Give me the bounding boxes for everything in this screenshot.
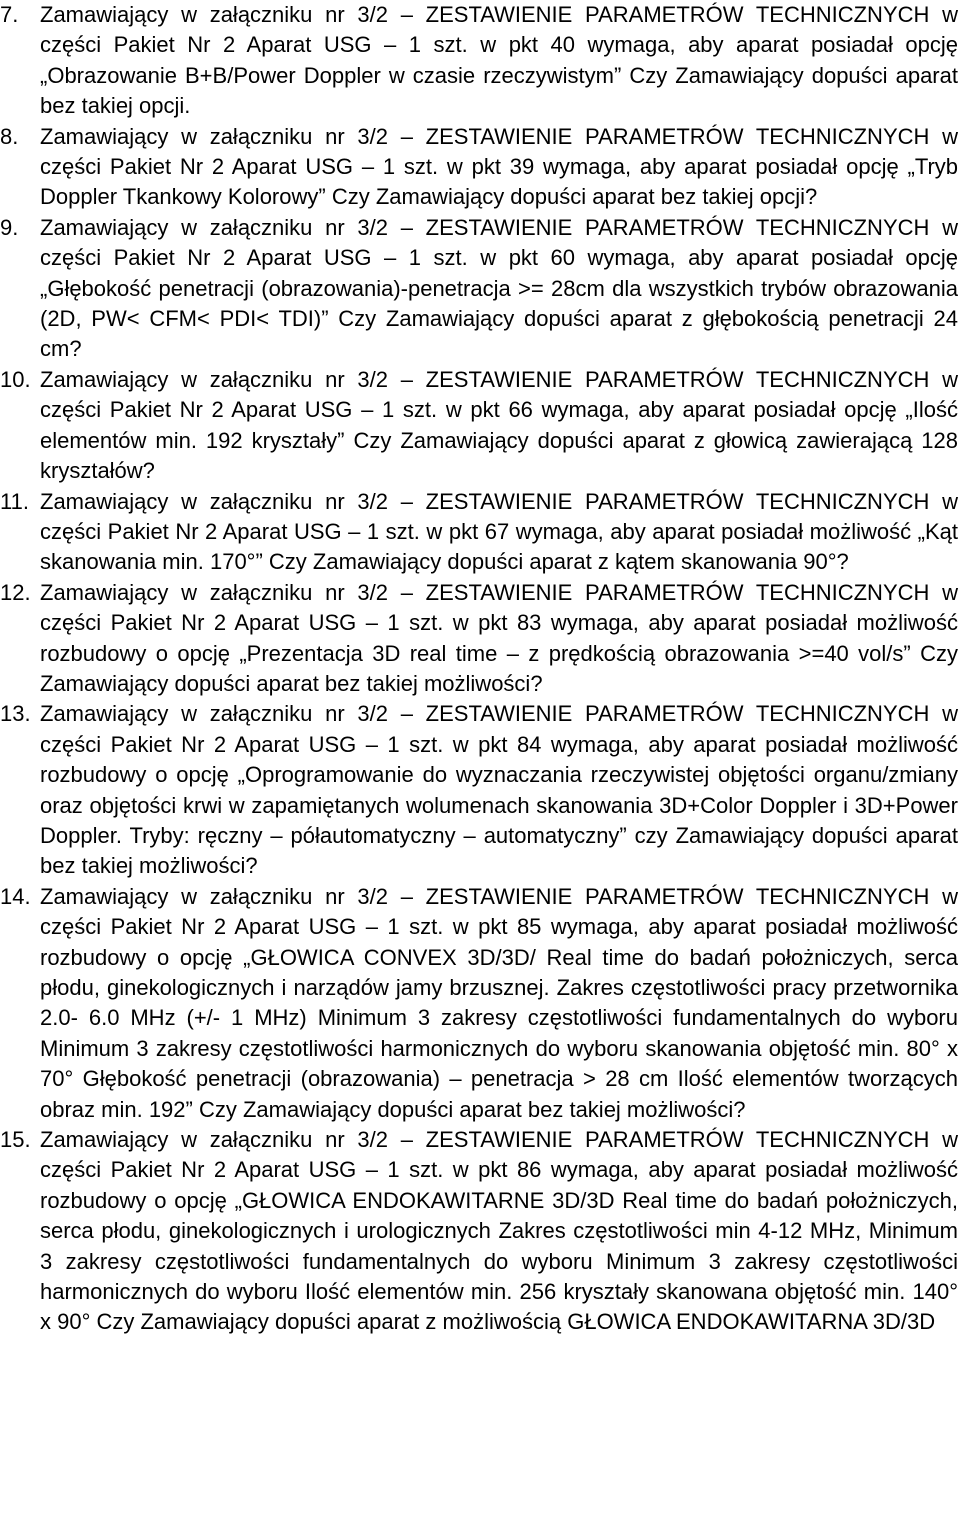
- item-lead-text: Zamawiający w załączniku nr 3/2 – ZESTAWIENIE PARAMETRÓW TECHNICZNYCH w części Pakiet Nr 2 Aparat USG – 1 szt.: [40, 123, 958, 180]
- item-body-text: w pkt 66 wymaga, aby aparat posiadał opcję „Ilość elementów min. 192 kryształy” Czy Zamawiający dopuści aparat z głowicą zawierającą 128 kryształów?: [40, 397, 958, 484]
- item-number: 10.: [0, 366, 31, 392]
- list-item: [0, 487, 958, 578]
- item-body-text: w pkt 83 wymaga, aby aparat posiadał możliwość rozbudowy o opcję „Prezentacja 3D real time – z prędkością obrazowania >=40 vol/s” Czy Zamawiający dopuści aparat bez takiej możliwości?: [40, 610, 958, 696]
- item-lead-text: Zamawiający w załączniku nr 3/2 – ZESTAWIENIE PARAMETRÓW TECHNICZNYCH w części Pakiet Nr 2 Aparat USG – 1 szt.: [40, 579, 958, 636]
- list-item: [0, 0, 958, 122]
- list-item: [0, 699, 958, 881]
- item-lead-text: Zamawiający w załączniku nr 3/2 – ZESTAWIENIE PARAMETRÓW TECHNICZNYCH w części Pakiet Nr 2 Aparat USG – 1 szt.: [40, 366, 958, 423]
- item-number: 12.: [0, 579, 31, 605]
- list-item: [0, 122, 958, 213]
- item-number: 13.: [0, 701, 31, 727]
- item-body-text: w pkt 67 wymaga, aby aparat posiadał możliwość „Kąt skanowania min. 170°” Czy Zamawiający dopuści aparat z kątem skanowania 90°?: [40, 518, 958, 575]
- item-lead-text: Zamawiający w załączniku nr 3/2 – ZESTAWIENIE PARAMETRÓW TECHNICZNYCH w części Pakiet Nr 2 Aparat USG – 1 szt.: [40, 2, 958, 58]
- item-lead-text: Zamawiający w załączniku nr 3/2 – ZESTAWIENIE PARAMETRÓW TECHNICZNYCH w części Pakiet Nr 2 Aparat USG – 1 szt.: [40, 701, 958, 757]
- item-body-text: w pkt 60 wymaga, aby aparat posiadał opcję „Głębokość penetracji (obrazowania)-penetracja >= 28cm dla wszystkich trybów obrazowania (2D, PW< CFM< PDI< TDI)” Czy Zamawiający dopuści aparat z głębokością penetracji 24 cm?: [40, 245, 958, 362]
- list-item: [0, 213, 958, 365]
- item-lead-text: Zamawiający w załączniku nr 3/2 – ZESTAWIENIE PARAMETRÓW TECHNICZNYCH w części Pakiet Nr 2 Aparat USG – 1 szt.: [40, 1127, 958, 1183]
- item-number: 14.: [0, 883, 31, 909]
- item-lead-text: Zamawiający w załączniku nr 3/2 – ZESTAWIENIE PARAMETRÓW TECHNICZNYCH w części Pakiet Nr 2 Aparat USG – 1 szt.: [40, 214, 958, 271]
- item-number: 8.: [0, 123, 19, 149]
- item-number: 9.: [0, 214, 19, 240]
- list-item: [0, 882, 958, 1125]
- list-item: [0, 578, 958, 700]
- item-body-text: w pkt 84 wymaga, aby aparat posiadał możliwość rozbudowy o opcję „Oprogramowanie do wyznaczania rzeczywistej objętości organu/zmiany oraz objętości krwi w zapamiętanych wolumenach skanowania 3D+Color Doppler i 3D+Power Doppler. Tryby: ręczny – półautomatyczny – automatyczny” czy Zamawiający dopuści aparat bez takiej możliwości?: [40, 731, 958, 879]
- item-body-text: w pkt 39 wymaga, aby aparat posiadał opcję „Tryb Doppler Tkankowy Kolorowy” Czy Zamawiający dopuści aparat bez takiej opcji?: [40, 154, 959, 210]
- item-number: 7.: [0, 2, 19, 27]
- item-body-text: w pkt 85 wymaga, aby aparat posiadał możliwość rozbudowy o opcję „GŁOWICA CONVEX 3D/3D/ Real time do badań położniczych, serca płodu, ginekologicznych i narządów jamy brzusznej. Zakres częstotliwości pracy przetwornika 2.0- 6.0 MHz (+/- 1 MHz) Minimum 3 zakresy częstotliwości fundamentalnych do wyboru Minimum 3 zakresy częstotliwości harmonicznych do wyboru skanowania objętość min. 80° x 70° Głębokość penetracji (obrazowania) – penetracja > 28 cm Ilość elementów tworzących obraz min. 192” Czy Zamawiający dopuści aparat bez takiej możliwości?: [40, 914, 958, 1122]
- item-lead-text: Zamawiający w załączniku nr 3/2 – ZESTAWIENIE PARAMETRÓW TECHNICZNYCH w części Pakiet Nr 2 Aparat USG – 1 szt.: [40, 883, 958, 940]
- item-body-text: w pkt 86 wymaga, aby aparat posiadał możliwość rozbudowy o opcję „GŁOWICA ENDOKAWITARNE 3D/3D Real time do badań położniczych, serca płodu, ginekologicznych i urologicznych Zakres częstotliwości min 4-12 MHz, Minimum 3 zakresy częstotliwości fundamentalnych do wyboru Minimum 3 zakresy częstotliwości harmonicznych do wyboru Ilość elementów min. 256 kryształy skanowana objętość min. 140° x 90° Czy Zamawiający dopuści aparat z możliwością GŁOWICA ENDOKAWITARNA 3D/3D: [40, 1157, 958, 1335]
- item-body-text: w pkt 40 wymaga, aby aparat posiadał opcję „Obrazowanie B+B/Power Doppler w czasie rzeczywistym” Czy Zamawiający dopuści aparat bez takiej opcji.: [40, 32, 958, 119]
- item-number: 11.: [0, 488, 29, 514]
- list-item: [0, 1125, 958, 1338]
- list-item: [0, 365, 958, 487]
- item-number: 15.: [0, 1127, 31, 1153]
- item-lead-text: Zamawiający w załączniku nr 3/2 – ZESTAWIENIE PARAMETRÓW TECHNICZNYCH w części Pakiet Nr 2 Aparat USG – 1 szt.: [40, 488, 958, 544]
